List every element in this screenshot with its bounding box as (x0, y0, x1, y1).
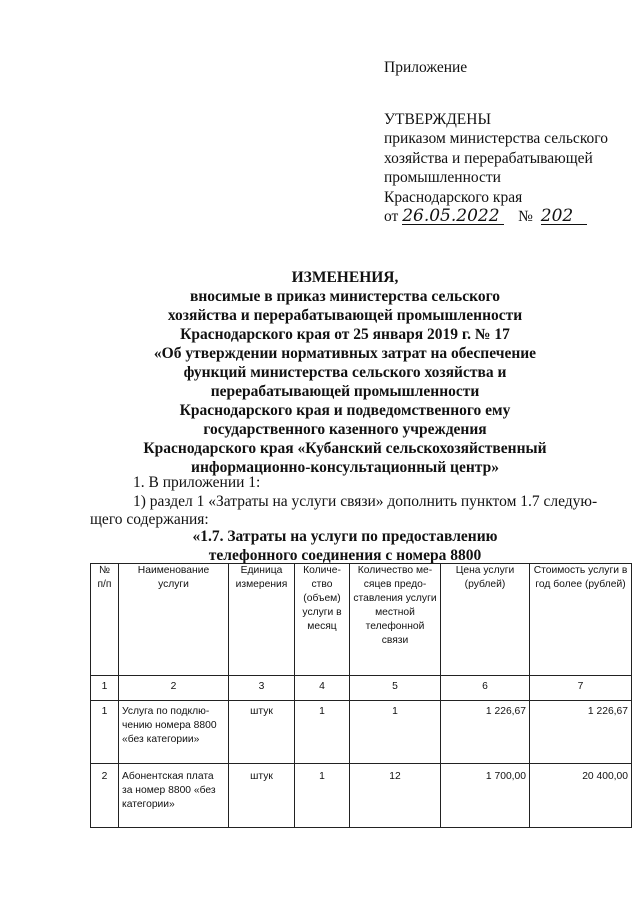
months: 1 (350, 701, 441, 764)
order-line: Краснодарского края (384, 188, 523, 206)
column-number: 5 (350, 676, 441, 701)
title-line: Краснодарского края от 25 января 2019 г. № 17 (180, 326, 510, 343)
header-cell: № п/п (91, 564, 119, 676)
title-line: перерабатывающей промышленности (210, 383, 480, 400)
unit: штук (229, 701, 295, 764)
title-line: Краснодарского края и подведомственного ему (179, 402, 511, 419)
header-cell: Единица измерения (229, 564, 295, 676)
handwritten-number: 202 (541, 208, 587, 225)
months: 12 (350, 764, 441, 828)
approval-order-text (384, 129, 608, 227)
header-cell: Стоимость услуги в год более (рублей) (530, 564, 632, 676)
title-line: вносимые в приказ министерства сельского (190, 288, 500, 305)
handwritten-date: 26.05.2022 (402, 208, 504, 225)
column-number: 4 (295, 676, 350, 701)
total-cost: 1 226,67 (530, 701, 632, 764)
header-cell: Количество ме-сяцев предо-ставления услуги местной телефонной связи (350, 564, 441, 676)
section-title-line: «1.7. Затраты на услуги по предоставлению (192, 528, 498, 545)
column-number: 6 (441, 676, 530, 701)
column-number-row (91, 676, 632, 701)
table-row (91, 701, 632, 764)
title-line: Краснодарского края «Кубанский сельскохозяйственный (143, 440, 547, 457)
services-table (90, 563, 632, 828)
table-header-row (91, 564, 632, 676)
header-cell: Наименование услуги (119, 564, 229, 676)
number-label: № (518, 208, 533, 225)
quantity: 1 (295, 701, 350, 764)
from-label: от (384, 208, 399, 225)
header-cell: Количе-ство (объем) услуги в месяц (295, 564, 350, 676)
service-name: Абонентская плата за номер 8800 «без категории» (119, 764, 229, 828)
quantity: 1 (295, 764, 350, 828)
row-number: 1 (91, 701, 119, 764)
service-name: Услуга по подклю-чению номера 8800 «без категории» (119, 701, 229, 764)
subitem-1-line-2: щего содержания: (90, 511, 209, 528)
column-number: 2 (119, 676, 229, 701)
table-row (91, 764, 632, 828)
unit: штук (229, 764, 295, 828)
title-line: хозяйства и перерабатывающей промышленности (167, 307, 523, 324)
price: 1 226,67 (441, 701, 530, 764)
document-title (60, 268, 630, 477)
title-line: функций министерства сельского хозяйства и (183, 364, 507, 381)
order-line: приказом министерства сельского (384, 130, 609, 147)
column-number: 7 (530, 676, 632, 701)
order-line: хозяйства и перерабатывающей (384, 149, 593, 167)
appendix-label: Приложение (384, 59, 468, 76)
title-line: информационно-консультационный центр» (191, 459, 499, 476)
section-title (60, 527, 630, 565)
total-cost: 20 400,00 (530, 764, 632, 828)
order-date-number-line (384, 207, 608, 227)
section-title-line: телефонного соединения с номера 8800 (208, 547, 482, 564)
order-line: промышленности (384, 169, 501, 186)
column-number: 1 (91, 676, 119, 701)
row-number: 2 (91, 764, 119, 828)
approved-label: УТВЕРЖДЕНЫ (384, 111, 491, 128)
price: 1 700,00 (441, 764, 530, 828)
column-number: 3 (229, 676, 295, 701)
title-line: государственного казенного учреждения (203, 421, 487, 438)
subitem-1-line-1: 1) раздел 1 «Затраты на услуги связи» дополнить пунктом 1.7 следую- (133, 493, 598, 510)
item-1: 1. В приложении 1: (133, 474, 261, 491)
title-main: ИЗМЕНЕНИЯ, (291, 269, 399, 286)
title-line: «Об утверждении нормативных затрат на обеспечение (153, 345, 537, 362)
header-cell: Цена услуги (рублей) (441, 564, 530, 676)
